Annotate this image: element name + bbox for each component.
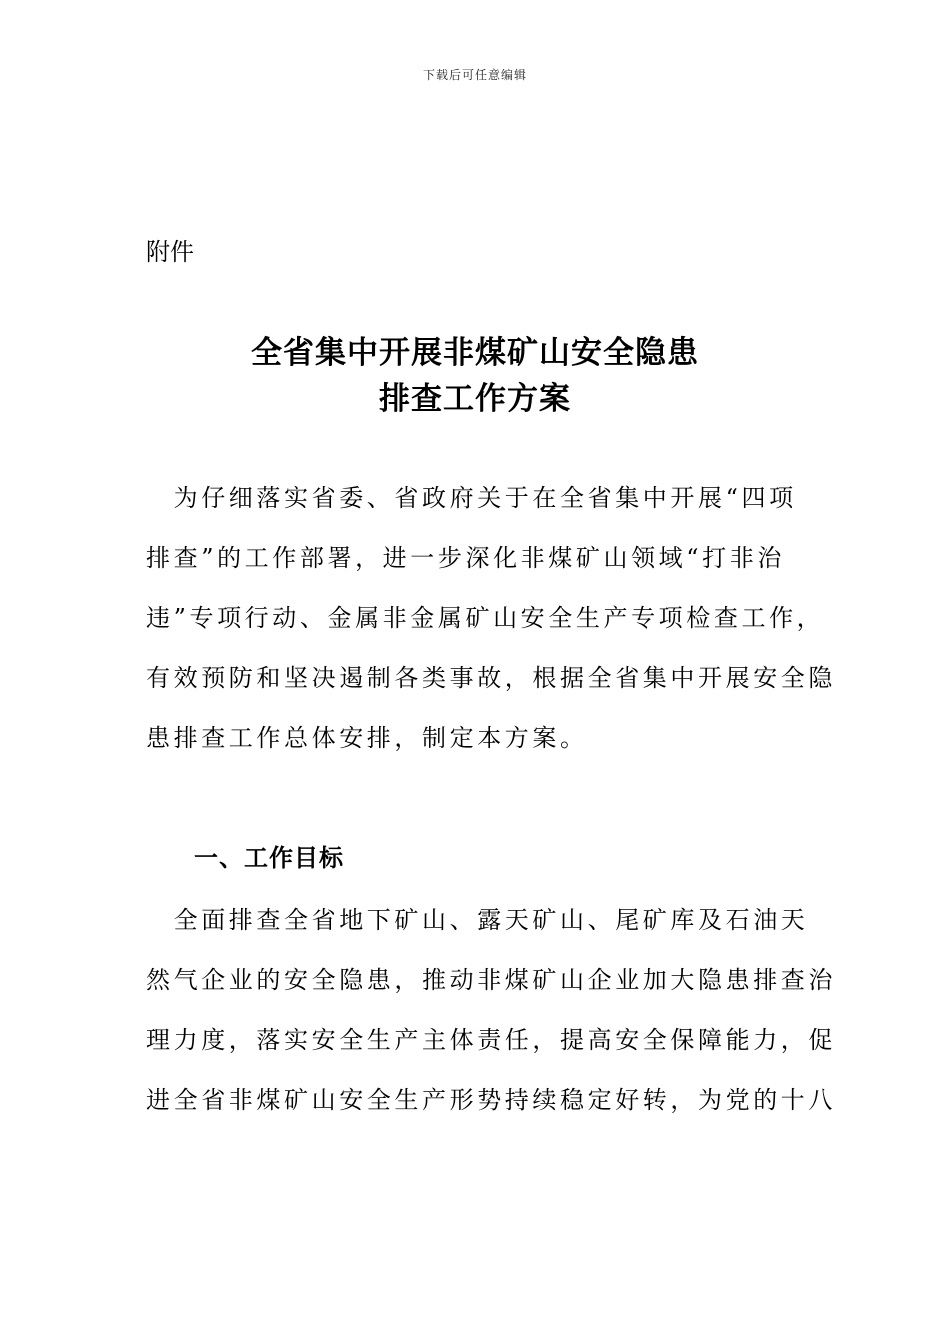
paragraph-line: 全面排查全省地下矿山、露天矿山、尾矿库及石油天 [146,906,809,934]
paragraph-line: 为仔细落实省委、省政府关于在全省集中开展“四项 [146,484,797,512]
attachment-label: 附件 [146,238,194,266]
page-header-note: 下载后可任意编辑 [422,68,527,82]
document-title [0,330,950,422]
paragraph-line: 排查”的工作部署，进一步深化非煤矿山领域“打非治 [146,544,785,572]
intro-paragraph [146,468,836,768]
paragraph-line: 理力度，落实安全生产主体责任，提高安全保障能力，促 [146,1026,836,1054]
paragraph-line: 有效预防和坚决遏制各类事故，根据全省集中开展安全隐 [146,664,836,692]
paragraph-line: 然气企业的安全隐患，推动非煤矿山企业加大隐患排查治 [146,966,836,994]
paragraph-line: 患排查工作总体安排，制定本方案。 [146,724,588,752]
paragraph-line: 违”专项行动、金属非金属矿山安全生产专项检查工作， [146,604,825,632]
document-title-line-2: 排查工作方案 [379,381,571,417]
paragraph-line: 进全省非煤矿山安全生产形势持续稳定好转，为党的十八 [146,1086,836,1114]
document-title-line-1: 全省集中开展非煤矿山安全隐患 [251,335,699,371]
work-goals-paragraph [146,890,836,1130]
section-heading-work-goals: 一、工作目标 [194,844,344,872]
